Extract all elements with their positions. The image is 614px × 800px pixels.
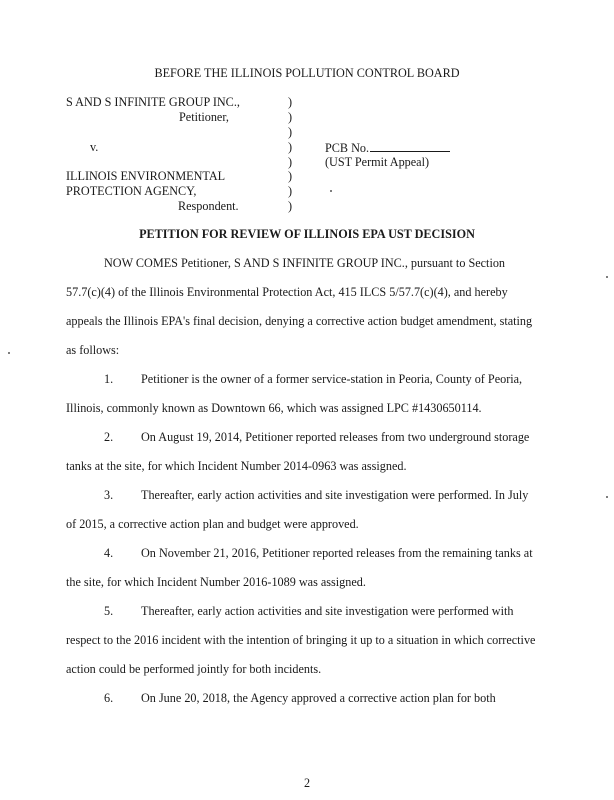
caption-paren: ) [288,184,293,199]
caption-paren: ) [288,109,293,124]
caption-parentheses [288,95,292,214]
intro-line: appeals the Illinois EPA's final decision, denying a corrective action budget amendment, stating [66,314,533,328]
board-title: BEFORE THE ILLINOIS POLLUTION CONTROL BOARD [154,66,460,80]
respondent-name-line2: PROTECTION AGENCY, [66,184,197,199]
respondent-name-line1: ILLINOIS ENVIRONMENTAL [66,169,226,184]
intro-line: as follows: [66,343,120,357]
caption-paren: ) [288,124,293,139]
paragraph-number: 6. [104,691,114,705]
case-type: (UST Permit Appeal) [325,154,430,169]
caption-spacer [66,125,296,140]
pcb-number-blank [370,140,450,152]
paragraph-line: On November 21, 2016, Petitioner reported releases from the remaining tanks at [141,546,533,560]
case-caption-number [325,140,450,170]
paragraph-number: 5. [104,604,114,618]
case-caption-parties [66,95,296,214]
paragraph-line: Petitioner is the owner of a former service-station in Peoria, County of Peoria, [141,372,523,386]
scan-speck [8,352,10,354]
paragraph-line: On June 20, 2018, the Agency approved a corrective action plan for both [141,691,496,705]
caption-paren: ) [288,139,293,154]
paragraph-number: 1. [104,372,114,386]
caption-paren: ) [288,199,293,214]
paragraph-line: Thereafter, early action activities and site investigation were performed. In July [141,488,529,502]
document-title: PETITION FOR REVIEW OF ILLINOIS EPA UST DECISION [139,227,475,241]
paragraph-line: respect to the 2016 incident with the intention of bringing it up to a situation in which corrective [66,633,536,647]
caption-paren: ) [288,169,293,184]
intro-line: 57.7(c)(4) of the Illinois Environmental Protection Act, 415 ILCS 5/57.7(c)(4), and hereby [66,285,508,299]
intro-line: NOW COMES Petitioner, S AND S INFINITE GROUP INC., pursuant to Section [104,256,506,270]
paragraph-number: 3. [104,488,114,502]
paragraph-line: of 2015, a corrective action plan and budget were approved. [66,517,359,531]
scan-speck [606,496,608,498]
versus-label: v. [90,139,99,154]
paragraph-number: 4. [104,546,114,560]
paragraph-line: Thereafter, early action activities and site investigation were performed with [141,604,514,618]
respondent-role: Respondent. [178,199,239,214]
paragraph-line: action could be performed jointly for both incidents. [66,662,322,676]
scan-speck [606,276,608,278]
caption-paren: ) [288,95,293,109]
paragraph-line: the site, for which Incident Number 2016-1089 was assigned. [66,575,366,589]
pcb-number-label: PCB No. [325,141,370,155]
paragraph-line: On August 19, 2014, Petitioner reported releases from two underground storage [141,430,530,444]
paragraph-line: Illinois, commonly known as Downtown 66, which was assigned LPC #1430650114. [66,401,482,415]
paragraph-line: tanks at the site, for which Incident Number 2014-0963 was assigned. [66,459,407,473]
paragraph-number: 2. [104,430,114,444]
petitioner-name: S AND S INFINITE GROUP INC., [66,95,240,109]
scan-speck [330,190,332,192]
caption-spacer [66,155,296,170]
caption-paren: ) [288,154,293,169]
page-number: 2 [303,776,311,790]
petitioner-role: Petitioner, [179,109,229,124]
